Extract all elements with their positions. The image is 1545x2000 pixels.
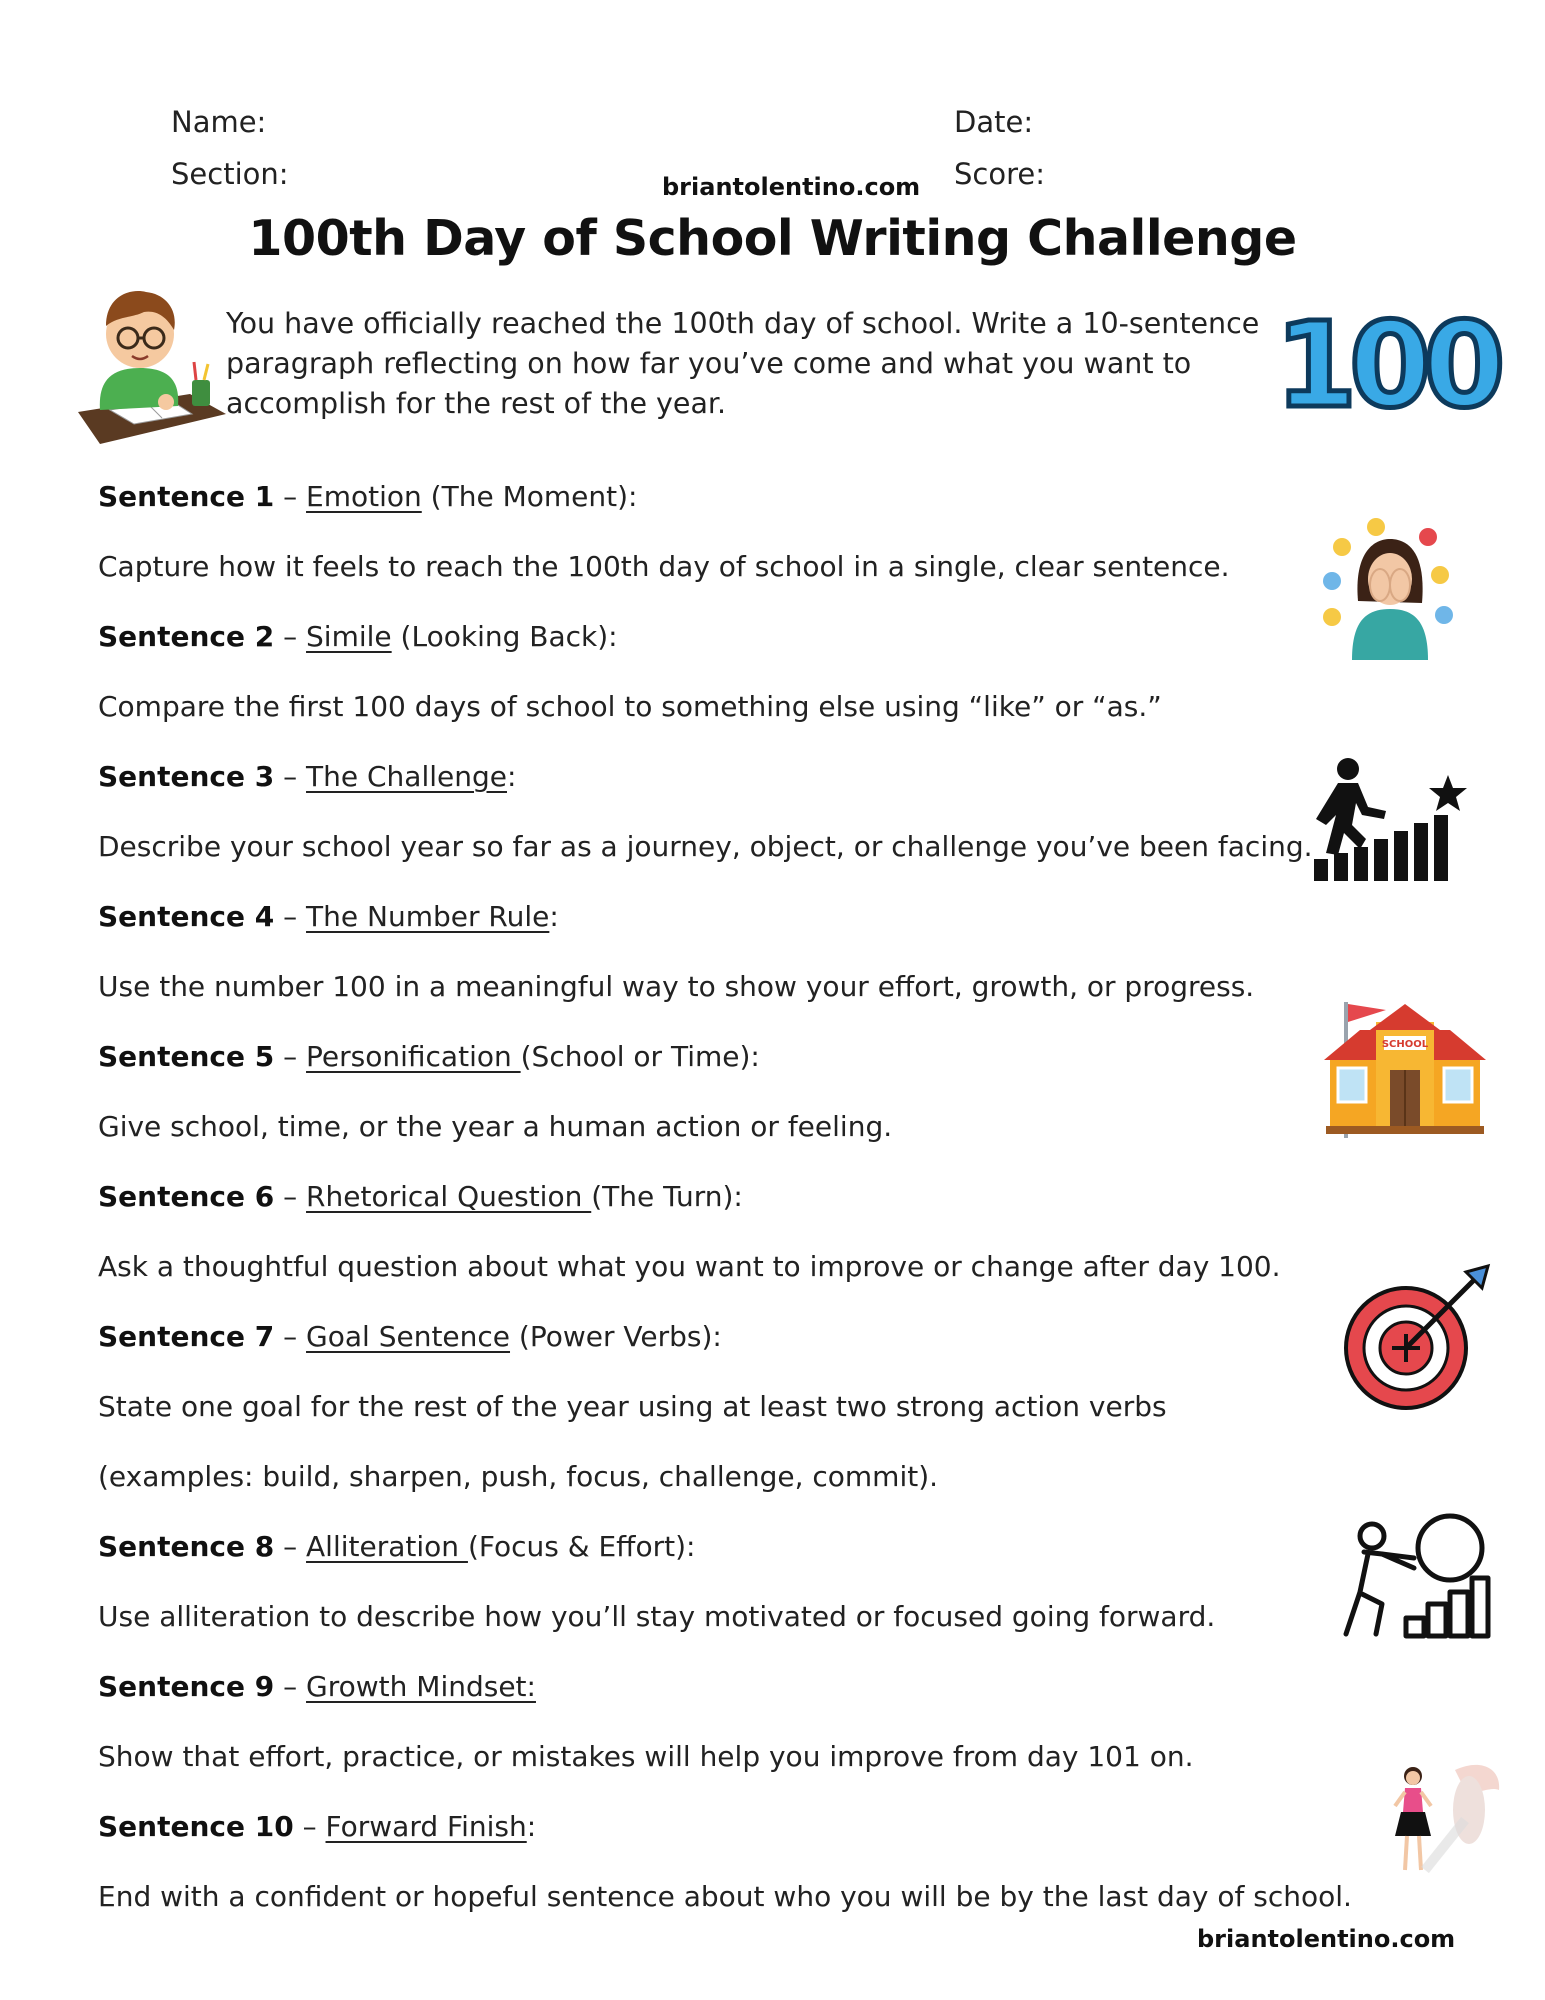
sentence-heading: Sentence 3 – The Challenge: (98, 760, 517, 793)
girl-emotions-icon (1318, 515, 1458, 660)
sentence-prompt: Compare the first 100 days of school to something else using “like” or “as.” (98, 690, 1162, 723)
sentence-prompt: (examples: build, sharpen, push, focus, challenge, commit). (98, 1460, 939, 1493)
site-watermark-top: briantolentino.com (662, 173, 921, 201)
boy-writing-icon (70, 282, 228, 444)
sentence-prompt: Give school, time, or the year a human action or feeling. (98, 1110, 893, 1143)
instructions-paragraph (226, 304, 1266, 424)
school-building-icon (1320, 1000, 1490, 1142)
sentence-prompt: Ask a thoughtful question about what you want to improve or change after day 100. (98, 1250, 1281, 1283)
sentence-prompt: Use alliteration to describe how you’ll stay motivated or focused going forward. (98, 1600, 1216, 1633)
sentence-prompt: End with a confident or hopeful sentence about who you will be by the last day of school. (98, 1880, 1352, 1913)
date-label: Date: (954, 105, 1034, 139)
sentence-heading: Sentence 4 – The Number Rule: (98, 900, 559, 933)
sentence-prompt: Capture how it feels to reach the 100th day of school in a single, clear sentence. (98, 550, 1230, 583)
sentence-prompt: Describe your school year so far as a journey, object, or challenge you’ve been facing. (98, 830, 1313, 863)
site-watermark-bottom: briantolentino.com (1197, 1925, 1456, 1953)
pushing-boulder-icon (1342, 1512, 1492, 1640)
sentence-heading: Sentence 1 – Emotion (The Moment): (98, 480, 638, 513)
sentence-heading: Sentence 7 – Goal Sentence (Power Verbs): (98, 1320, 722, 1353)
sentence-heading: Sentence 2 – Simile (Looking Back): (98, 620, 618, 653)
target-arrow-icon (1342, 1262, 1492, 1412)
sentence-list (98, 473, 1398, 1943)
sentence-prompt: State one goal for the rest of the year using at least two strong action verbs (98, 1390, 1167, 1423)
section-label: Section: (171, 157, 289, 191)
intro-line: paragraph reflecting on how far you’ve come and what you want to (226, 347, 1192, 380)
score-label: Score: (954, 157, 1045, 191)
school-sign-text: SCHOOL (1381, 1039, 1429, 1050)
intro-line: accomplish for the rest of the year. (226, 387, 727, 420)
superhero-woman-icon (1385, 1750, 1505, 1880)
sentence-heading: Sentence 6 – Rhetorical Question (The Turn): (98, 1180, 743, 1213)
climbing-steps-icon (1312, 755, 1470, 883)
page-title: 100th Day of School Writing Challenge (248, 210, 1297, 267)
sentence-prompt: Show that effort, practice, or mistakes will help you improve from day 101 on. (98, 1740, 1194, 1773)
sentence-heading: Sentence 10 – Forward Finish: (98, 1810, 537, 1843)
sentence-heading: Sentence 8 – Alliteration (Focus & Effort): (98, 1530, 696, 1563)
sentence-heading: Sentence 5 – Personification (School or Time): (98, 1040, 760, 1073)
sentence-prompt: Use the number 100 in a meaningful way to show your effort, growth, or progress. (98, 970, 1255, 1003)
intro-line: You have officially reached the 100th day of school. Write a 10-sentence (226, 307, 1260, 340)
name-label: Name: (171, 105, 267, 139)
hundred-badge: 100 (1275, 296, 1498, 434)
sentence-heading: Sentence 9 – Growth Mindset: (98, 1670, 536, 1703)
